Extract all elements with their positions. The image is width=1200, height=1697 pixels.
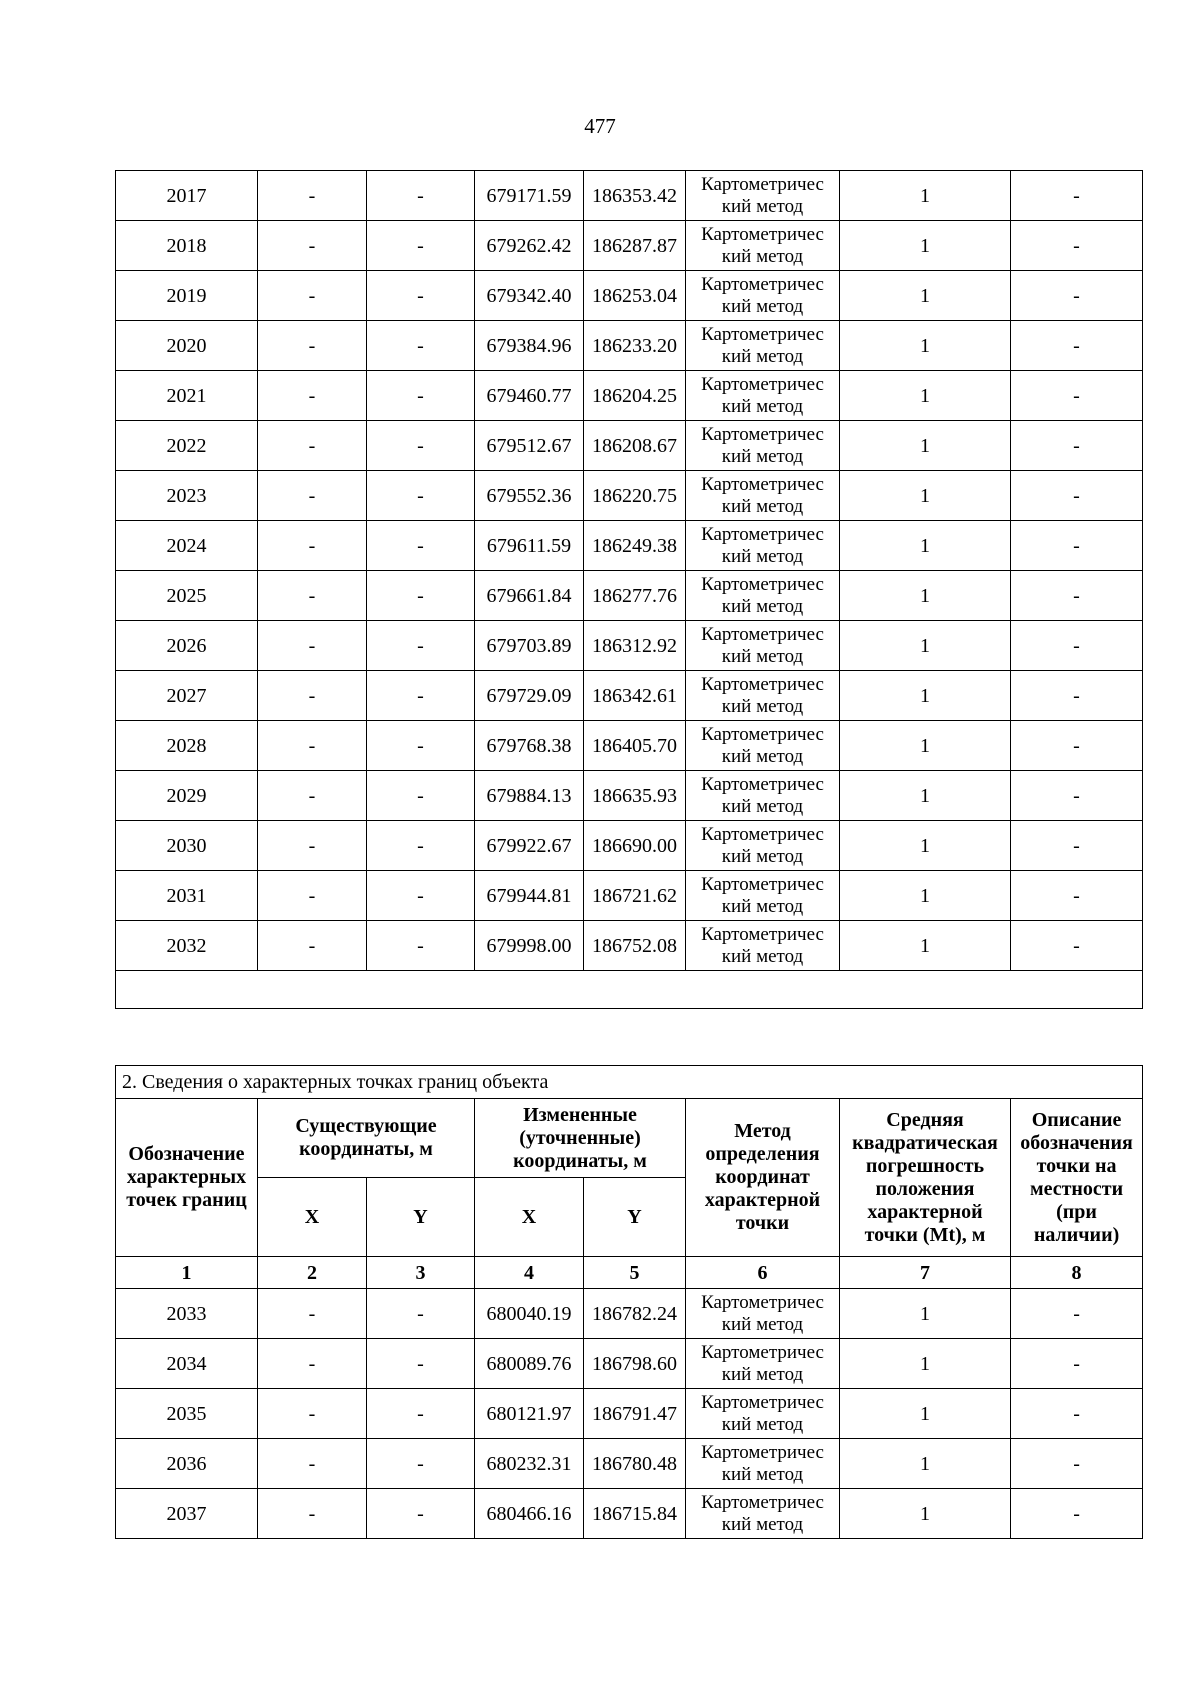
header-existing-y: Y	[367, 1178, 475, 1257]
method-cell: Картометричес кий метод	[686, 471, 840, 521]
empty-cell	[116, 971, 1143, 1009]
method-cell: Картометричес кий метод	[686, 421, 840, 471]
existing-y-cell: -	[367, 471, 475, 521]
changed-y-cell: 186791.47	[584, 1389, 686, 1439]
point-id-cell: 2024	[116, 521, 258, 571]
existing-y-cell: -	[367, 1339, 475, 1389]
description-cell: -	[1011, 521, 1143, 571]
mean-error-cell: 1	[840, 621, 1011, 671]
changed-y-cell: 186233.20	[584, 321, 686, 371]
changed-y-cell: 186780.48	[584, 1439, 686, 1489]
existing-y-cell: -	[367, 571, 475, 621]
changed-x-cell: 680232.31	[475, 1439, 584, 1489]
method-cell: Картометричес кий метод	[686, 771, 840, 821]
point-id-cell: 2023	[116, 471, 258, 521]
header-changed-y: Y	[584, 1178, 686, 1257]
description-cell: -	[1011, 471, 1143, 521]
existing-x-cell: -	[258, 871, 367, 921]
mean-error-cell: 1	[840, 171, 1011, 221]
description-cell: -	[1011, 1489, 1143, 1539]
existing-y-cell: -	[367, 671, 475, 721]
changed-x-cell: 679262.42	[475, 221, 584, 271]
method-cell: Картометричес кий метод	[686, 1339, 840, 1389]
existing-y-cell: -	[367, 221, 475, 271]
changed-x-cell: 679342.40	[475, 271, 584, 321]
existing-y-cell: -	[367, 921, 475, 971]
existing-y-cell: -	[367, 371, 475, 421]
method-cell: Картометричес кий метод	[686, 1389, 840, 1439]
table-row	[116, 371, 1143, 421]
table-row	[116, 1489, 1143, 1539]
description-cell: -	[1011, 1289, 1143, 1339]
method-cell: Картометричес кий метод	[686, 321, 840, 371]
changed-y-cell: 186782.24	[584, 1289, 686, 1339]
table-row	[116, 721, 1143, 771]
point-id-cell: 2020	[116, 321, 258, 371]
point-id-cell: 2025	[116, 571, 258, 621]
point-id-cell: 2018	[116, 221, 258, 271]
table-row	[116, 771, 1143, 821]
changed-y-cell: 186220.75	[584, 471, 686, 521]
changed-x-cell: 680466.16	[475, 1489, 584, 1539]
description-cell: -	[1011, 221, 1143, 271]
existing-x-cell: -	[258, 721, 367, 771]
mean-error-cell: 1	[840, 1489, 1011, 1539]
mean-error-cell: 1	[840, 821, 1011, 871]
changed-y-cell: 186204.25	[584, 371, 686, 421]
description-cell: -	[1011, 321, 1143, 371]
point-id-cell: 2029	[116, 771, 258, 821]
changed-y-cell: 186798.60	[584, 1339, 686, 1389]
table-row	[116, 321, 1143, 371]
table-row	[116, 471, 1143, 521]
mean-error-cell: 1	[840, 571, 1011, 621]
table-row	[116, 821, 1143, 871]
changed-x-cell: 679384.96	[475, 321, 584, 371]
description-cell: -	[1011, 1389, 1143, 1439]
method-cell: Картометричес кий метод	[686, 1489, 840, 1539]
existing-x-cell: -	[258, 471, 367, 521]
header-existing-coords: Существующие координаты, м	[258, 1099, 475, 1178]
changed-y-cell: 186342.61	[584, 671, 686, 721]
changed-y-cell: 186253.04	[584, 271, 686, 321]
point-id-cell: 2035	[116, 1389, 258, 1439]
description-cell: -	[1011, 171, 1143, 221]
column-number: 4	[475, 1257, 584, 1289]
method-cell: Картометричес кий метод	[686, 921, 840, 971]
changed-x-cell: 680089.76	[475, 1339, 584, 1389]
table-row	[116, 1389, 1143, 1439]
existing-y-cell: -	[367, 871, 475, 921]
point-id-cell: 2036	[116, 1439, 258, 1489]
mean-error-cell: 1	[840, 271, 1011, 321]
table-body	[116, 1289, 1143, 1539]
header-mean-error: Средняя квадратическая погрешность положения характерной точки (Mt), м	[840, 1099, 1011, 1257]
table-row	[116, 1289, 1143, 1339]
empty-row	[116, 971, 1143, 1009]
changed-x-cell: 679611.59	[475, 521, 584, 571]
point-id-cell: 2026	[116, 621, 258, 671]
description-cell: -	[1011, 1339, 1143, 1389]
point-id-cell: 2027	[116, 671, 258, 721]
table-row	[116, 621, 1143, 671]
point-id-cell: 2033	[116, 1289, 258, 1339]
mean-error-cell: 1	[840, 721, 1011, 771]
existing-y-cell: -	[367, 1439, 475, 1489]
section-title: 2. Сведения о характерных точках границ объекта	[116, 1066, 1143, 1099]
description-cell: -	[1011, 821, 1143, 871]
mean-error-cell: 1	[840, 871, 1011, 921]
existing-x-cell: -	[258, 321, 367, 371]
coordinates-table-continued	[115, 170, 1143, 1009]
column-number: 6	[686, 1257, 840, 1289]
changed-y-cell: 186690.00	[584, 821, 686, 871]
existing-y-cell: -	[367, 271, 475, 321]
method-cell: Картометричес кий метод	[686, 871, 840, 921]
mean-error-cell: 1	[840, 1289, 1011, 1339]
point-id-cell: 2021	[116, 371, 258, 421]
table-row	[116, 421, 1143, 471]
changed-y-cell: 186287.87	[584, 221, 686, 271]
description-cell: -	[1011, 871, 1143, 921]
description-cell: -	[1011, 621, 1143, 671]
existing-y-cell: -	[367, 421, 475, 471]
mean-error-cell: 1	[840, 471, 1011, 521]
existing-x-cell: -	[258, 421, 367, 471]
header-method: Метод определения координат характерной точки	[686, 1099, 840, 1257]
mean-error-cell: 1	[840, 771, 1011, 821]
point-id-cell: 2028	[116, 721, 258, 771]
changed-y-cell: 186715.84	[584, 1489, 686, 1539]
method-cell: Картометричес кий метод	[686, 171, 840, 221]
point-id-cell: 2032	[116, 921, 258, 971]
mean-error-cell: 1	[840, 321, 1011, 371]
description-cell: -	[1011, 671, 1143, 721]
table-row	[116, 171, 1143, 221]
changed-y-cell: 186208.67	[584, 421, 686, 471]
existing-x-cell: -	[258, 571, 367, 621]
changed-x-cell: 679922.67	[475, 821, 584, 871]
mean-error-cell: 1	[840, 221, 1011, 271]
existing-x-cell: -	[258, 521, 367, 571]
mean-error-cell: 1	[840, 1339, 1011, 1389]
method-cell: Картометричес кий метод	[686, 1439, 840, 1489]
existing-x-cell: -	[258, 921, 367, 971]
method-cell: Картометричес кий метод	[686, 371, 840, 421]
column-number: 1	[116, 1257, 258, 1289]
method-cell: Картометричес кий метод	[686, 521, 840, 571]
existing-x-cell: -	[258, 1289, 367, 1339]
changed-x-cell: 679884.13	[475, 771, 584, 821]
mean-error-cell: 1	[840, 671, 1011, 721]
mean-error-cell: 1	[840, 371, 1011, 421]
existing-y-cell: -	[367, 521, 475, 571]
column-number: 8	[1011, 1257, 1143, 1289]
existing-x-cell: -	[258, 621, 367, 671]
header-row	[116, 1099, 1143, 1178]
mean-error-cell: 1	[840, 1439, 1011, 1489]
point-id-cell: 2030	[116, 821, 258, 871]
table-row	[116, 1339, 1143, 1389]
existing-x-cell: -	[258, 821, 367, 871]
table-row	[116, 571, 1143, 621]
section-title-row	[116, 1066, 1143, 1099]
existing-x-cell: -	[258, 171, 367, 221]
column-number-row	[116, 1257, 1143, 1289]
changed-x-cell: 679512.67	[475, 421, 584, 471]
column-number: 2	[258, 1257, 367, 1289]
changed-x-cell: 680121.97	[475, 1389, 584, 1439]
existing-y-cell: -	[367, 771, 475, 821]
table-row	[116, 921, 1143, 971]
changed-x-cell: 679768.38	[475, 721, 584, 771]
existing-y-cell: -	[367, 1389, 475, 1439]
table-row	[116, 271, 1143, 321]
description-cell: -	[1011, 371, 1143, 421]
description-cell: -	[1011, 921, 1143, 971]
existing-x-cell: -	[258, 1439, 367, 1489]
existing-y-cell: -	[367, 321, 475, 371]
changed-y-cell: 186249.38	[584, 521, 686, 571]
table-row	[116, 521, 1143, 571]
point-id-cell: 2031	[116, 871, 258, 921]
changed-y-cell: 186312.92	[584, 621, 686, 671]
header-description: Описание обозначения точки на местности (при наличии)	[1011, 1099, 1143, 1257]
existing-x-cell: -	[258, 771, 367, 821]
method-cell: Картометричес кий метод	[686, 221, 840, 271]
method-cell: Картометричес кий метод	[686, 271, 840, 321]
table-row	[116, 1439, 1143, 1489]
method-cell: Картометричес кий метод	[686, 821, 840, 871]
changed-x-cell: 679661.84	[475, 571, 584, 621]
header-existing-x: X	[258, 1178, 367, 1257]
changed-x-cell: 679703.89	[475, 621, 584, 671]
table-row	[116, 221, 1143, 271]
existing-y-cell: -	[367, 1289, 475, 1339]
mean-error-cell: 1	[840, 921, 1011, 971]
header-changed-coords: Измененные (уточненные) координаты, м	[475, 1099, 686, 1178]
table-row	[116, 671, 1143, 721]
description-cell: -	[1011, 1439, 1143, 1489]
column-number: 3	[367, 1257, 475, 1289]
existing-x-cell: -	[258, 1339, 367, 1389]
changed-x-cell: 680040.19	[475, 1289, 584, 1339]
existing-y-cell: -	[367, 171, 475, 221]
header-changed-x: X	[475, 1178, 584, 1257]
existing-x-cell: -	[258, 371, 367, 421]
description-cell: -	[1011, 571, 1143, 621]
point-id-cell: 2019	[116, 271, 258, 321]
mean-error-cell: 1	[840, 1389, 1011, 1439]
column-number: 5	[584, 1257, 686, 1289]
existing-y-cell: -	[367, 721, 475, 771]
existing-x-cell: -	[258, 671, 367, 721]
description-cell: -	[1011, 771, 1143, 821]
existing-x-cell: -	[258, 1389, 367, 1439]
method-cell: Картометричес кий метод	[686, 721, 840, 771]
changed-x-cell: 679998.00	[475, 921, 584, 971]
description-cell: -	[1011, 721, 1143, 771]
table-row	[116, 871, 1143, 921]
changed-y-cell: 186353.42	[584, 171, 686, 221]
point-id-cell: 2022	[116, 421, 258, 471]
existing-x-cell: -	[258, 271, 367, 321]
changed-x-cell: 679552.36	[475, 471, 584, 521]
description-cell: -	[1011, 421, 1143, 471]
method-cell: Картометричес кий метод	[686, 621, 840, 671]
description-cell: -	[1011, 271, 1143, 321]
page-number: 477	[584, 114, 616, 138]
changed-y-cell: 186752.08	[584, 921, 686, 971]
header-designation: Обозначение характерных точек границ	[116, 1099, 258, 1257]
existing-y-cell: -	[367, 821, 475, 871]
point-id-cell: 2037	[116, 1489, 258, 1539]
mean-error-cell: 1	[840, 421, 1011, 471]
point-id-cell: 2017	[116, 171, 258, 221]
method-cell: Картометричес кий метод	[686, 571, 840, 621]
changed-x-cell: 679460.77	[475, 371, 584, 421]
changed-y-cell: 186721.62	[584, 871, 686, 921]
changed-x-cell: 679729.09	[475, 671, 584, 721]
existing-y-cell: -	[367, 1489, 475, 1539]
table-body	[116, 171, 1143, 971]
existing-x-cell: -	[258, 1489, 367, 1539]
changed-x-cell: 679171.59	[475, 171, 584, 221]
changed-y-cell: 186277.76	[584, 571, 686, 621]
existing-y-cell: -	[367, 621, 475, 671]
changed-y-cell: 186405.70	[584, 721, 686, 771]
changed-x-cell: 679944.81	[475, 871, 584, 921]
method-cell: Картометричес кий метод	[686, 671, 840, 721]
boundary-points-table	[115, 1065, 1143, 1539]
changed-y-cell: 186635.93	[584, 771, 686, 821]
point-id-cell: 2034	[116, 1339, 258, 1389]
method-cell: Картометричес кий метод	[686, 1289, 840, 1339]
mean-error-cell: 1	[840, 521, 1011, 571]
existing-x-cell: -	[258, 221, 367, 271]
column-number: 7	[840, 1257, 1011, 1289]
